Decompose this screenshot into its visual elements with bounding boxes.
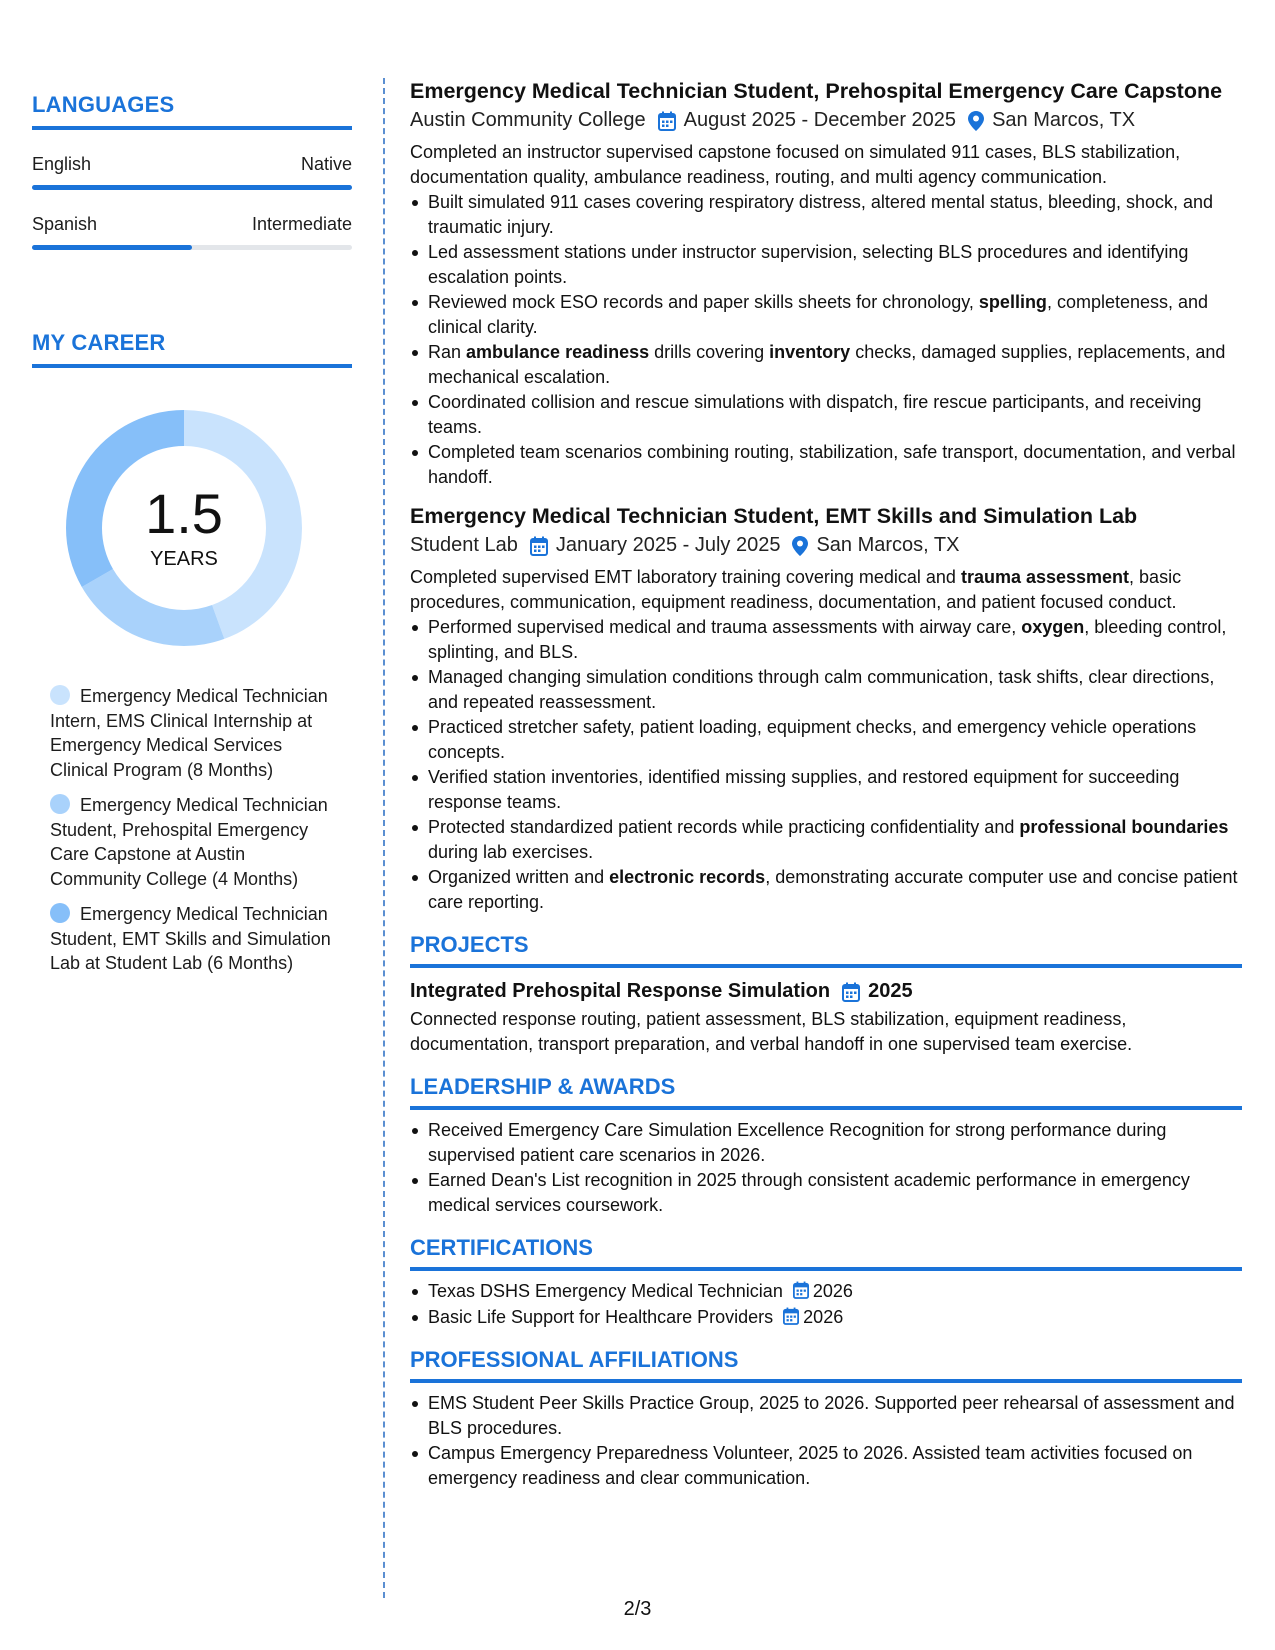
project-year: 2025 — [868, 980, 913, 1002]
proficiency-fill — [32, 245, 192, 250]
job-entry — [410, 503, 1242, 914]
legend-dot — [50, 794, 70, 814]
affiliations-section — [410, 1347, 1242, 1490]
section-rule — [410, 1106, 1242, 1110]
bullet-item — [410, 865, 1242, 914]
job-summary: Completed an instructor supervised capstone focused on simulated 911 cases, BLS stabilization, documentation quality, ambulance readiness, routing, and multi agency communication. — [410, 142, 1181, 187]
text-run: , basic procedures, communication, equipment readiness, documentation, and patient focused conduct. — [410, 567, 1182, 612]
bold-run: professional boundaries — [1019, 817, 1229, 837]
proficiency-bar — [32, 245, 352, 250]
language-name: English — [32, 154, 92, 174]
career-total: 1.5 — [145, 481, 223, 545]
leadership-section — [410, 1074, 1242, 1217]
left-column — [32, 92, 352, 987]
certifications-list — [410, 1279, 1242, 1329]
right-column — [410, 78, 1242, 1490]
job-title: Emergency Medical Technician Student, Prehospital Emergency Care Capstone — [410, 79, 1223, 103]
certification-item — [410, 1279, 1242, 1304]
certification-item — [410, 1305, 1242, 1330]
job-org: Austin Community College — [410, 109, 646, 131]
bullet-item: Led assessment stations under instructor supervision, selecting BLS procedures and identifying escalation points. — [410, 240, 1242, 289]
calendar-icon — [842, 982, 860, 1002]
bullet-item: Built simulated 911 cases covering respiratory distress, altered mental status, bleeding, shock, and traumatic injury. — [410, 190, 1242, 239]
certification-year: 2026 — [812, 1281, 853, 1301]
career-section — [32, 330, 352, 976]
legend-label: Emergency Medical Technician Student, EMT Skills and Simulation Lab at Student Lab (6 Months) — [50, 904, 331, 973]
job-dates: August 2025 - December 2025 — [683, 109, 957, 131]
bold-run: electronic records — [609, 867, 766, 887]
bullet-item — [410, 290, 1242, 339]
legend-item — [50, 902, 332, 976]
career-unit: YEARS — [150, 547, 218, 570]
language-english — [32, 154, 352, 190]
languages-section — [32, 92, 352, 250]
text-run: Protected standardized patient records while practicing confidentiality and — [428, 817, 1020, 837]
language-spanish — [32, 214, 352, 250]
job-title: Emergency Medical Technician Student, EMT Skills and Simulation Lab — [410, 504, 1138, 528]
text-run: Performed supervised medical and trauma assessments with airway care, — [428, 617, 1022, 637]
bullet-item: Verified station inventories, identified missing supplies, and restored equipment for succeeding response teams. — [410, 765, 1242, 814]
project-name: Integrated Prehospital Response Simulation — [410, 980, 831, 1002]
career-donut-chart — [64, 408, 304, 648]
bullet-item: Campus Emergency Preparedness Volunteer, 2025 to 2026. Assisted team activities focused on emergency readiness and clear communication. — [410, 1441, 1242, 1490]
text-run: Organized written and — [428, 867, 610, 887]
location-pin-icon — [792, 536, 808, 556]
text-run: , completeness, and clinical clarity. — [428, 292, 1209, 337]
text-run: Ran — [428, 342, 467, 362]
leadership-heading: LEADERSHIP & AWARDS — [410, 1074, 676, 1099]
calendar-icon — [530, 536, 548, 556]
calendar-icon — [783, 1307, 799, 1325]
section-rule — [32, 126, 352, 130]
projects-section — [410, 932, 1242, 1056]
legend-item — [50, 684, 332, 782]
bold-run: oxygen — [1021, 617, 1085, 637]
text-run: , demonstrating accurate computer use and concise patient care reporting. — [428, 867, 1238, 912]
bold-run: ambulance readiness — [466, 342, 650, 362]
certification-name: Basic Life Support for Healthcare Providers — [428, 1306, 774, 1327]
language-name: Spanish — [32, 214, 98, 234]
bullet-item: Practiced stretcher safety, patient loading, equipment checks, and emergency vehicle operations concepts. — [410, 715, 1242, 764]
text-run: checks, damaged supplies, replacements, and mechanical escalation. — [428, 342, 1226, 387]
bullet-item: Received Emergency Care Simulation Excellence Recognition for strong performance during supervised patient care scenarios in 2026. — [410, 1118, 1242, 1167]
bullet-item: EMS Student Peer Skills Practice Group, 2025 to 2026. Supported peer rehearsal of assessment and BLS procedures. — [410, 1391, 1242, 1440]
text-run: Completed supervised EMT laboratory training covering medical and — [410, 567, 961, 587]
project-header — [410, 980, 1242, 1003]
projects-heading: PROJECTS — [410, 932, 529, 957]
job-dates: January 2025 - July 2025 — [555, 534, 781, 556]
job-meta — [410, 109, 1242, 132]
bold-run: trauma assessment — [960, 567, 1130, 587]
legend-label: Emergency Medical Technician Intern, EMS Clinical Internship at Emergency Medical Services Clinical Program (8 Months) — [50, 686, 328, 780]
legend-label: Emergency Medical Technician Student, Prehospital Emergency Care Capstone at Austin Community College (4 Months) — [50, 795, 328, 889]
affiliations-list — [410, 1391, 1242, 1490]
job-location: San Marcos, TX — [992, 109, 1136, 131]
legend-item — [50, 793, 332, 891]
column-divider — [383, 78, 385, 1598]
section-rule — [32, 364, 352, 368]
language-level: Intermediate — [251, 214, 352, 234]
proficiency-fill — [32, 185, 352, 190]
bold-run: spelling — [978, 292, 1047, 312]
affiliations-heading: PROFESSIONAL AFFILIATIONS — [410, 1347, 739, 1372]
location-pin-icon — [968, 111, 984, 131]
section-rule — [410, 1267, 1242, 1271]
text-run: during lab exercises. — [428, 841, 594, 862]
page-number: 2/3 — [623, 1598, 652, 1620]
text-run: Reviewed mock ESO records and paper skills sheets for chronology, — [428, 292, 979, 312]
job-location: San Marcos, TX — [816, 534, 960, 556]
certifications-section — [410, 1235, 1242, 1329]
leadership-list — [410, 1118, 1242, 1217]
job-org: Student Lab — [410, 534, 518, 556]
job-summary — [410, 565, 1242, 614]
text-run: , bleeding control, splinting, and BLS. — [428, 617, 1227, 662]
section-rule — [410, 1379, 1242, 1383]
career-heading: MY CAREER — [32, 330, 166, 355]
bullet-item: Coordinated collision and rescue simulations with dispatch, fire rescue participants, and receiving teams. — [410, 390, 1242, 439]
legend-dot — [50, 903, 70, 923]
project-description: Connected response routing, patient assessment, BLS stabilization, equipment readiness, documentation, transport preparation, and verbal handoff in one supervised team exercise. — [410, 1009, 1133, 1054]
bullet-item — [410, 815, 1242, 864]
job-bullets — [410, 615, 1242, 914]
bullet-item: Managed changing simulation conditions through calm communication, task shifts, clear directions, and repeated reassessment. — [410, 665, 1242, 714]
calendar-icon — [658, 111, 676, 131]
job-bullets — [410, 190, 1242, 489]
certification-year: 2026 — [803, 1306, 844, 1327]
bullet-item: Completed team scenarios combining routing, stabilization, safe transport, documentation, and verbal handoff. — [410, 440, 1242, 489]
bold-run: inventory — [769, 342, 851, 362]
career-legend — [32, 684, 352, 976]
bullet-item — [410, 615, 1242, 664]
language-level: Native — [300, 154, 352, 174]
job-entry — [410, 78, 1242, 489]
certifications-heading: CERTIFICATIONS — [410, 1235, 593, 1260]
section-rule — [410, 964, 1242, 968]
job-meta — [410, 534, 1242, 557]
text-run: drills covering — [649, 342, 770, 362]
proficiency-bar — [32, 185, 352, 190]
calendar-icon — [793, 1281, 809, 1299]
legend-dot — [50, 685, 70, 705]
languages-heading: LANGUAGES — [32, 92, 175, 117]
bullet-item — [410, 340, 1242, 389]
certification-name: Texas DSHS Emergency Medical Technician — [428, 1281, 783, 1301]
bullet-item: Earned Dean's List recognition in 2025 through consistent academic performance in emergency medical services coursework. — [410, 1168, 1242, 1217]
